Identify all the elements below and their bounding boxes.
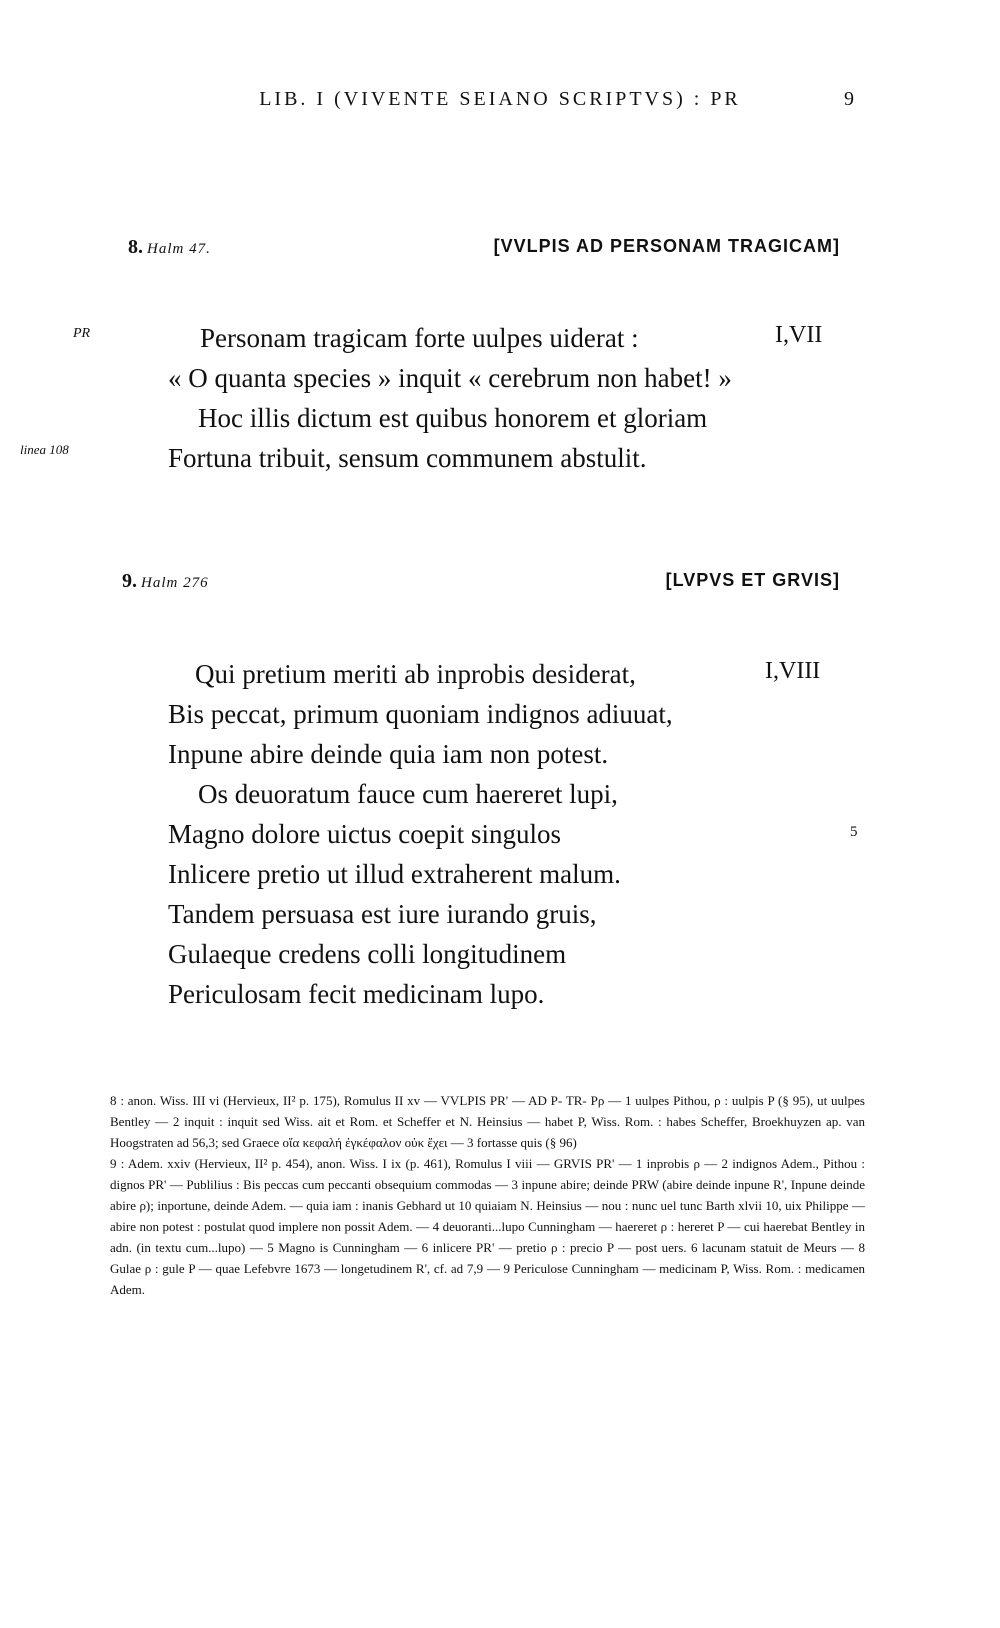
margin-line-note: linea 108 xyxy=(20,442,69,457)
fable-9-verse-9: Periculosam fecit medicinam lupo. xyxy=(168,979,545,1009)
fable-9-verse-1: Qui pretium meriti ab inprobis desiderat, xyxy=(195,659,636,689)
fable-9-verse-4: Os deuoratum fauce cum haereret lupi, xyxy=(198,779,618,809)
manuscript-siglum: PR xyxy=(73,326,91,341)
running-header: LIB. I (VIVENTE SEIANO SCRIPTVS) : PR xyxy=(259,88,741,110)
apparatus-fable-8: 8 : anon. Wiss. III vi (Hervieux, II² p. 175), Romulus II xv — VVLPIS PR' — AD P- TR- Pρ — 1 uulpes Pithou, ρ : uulpis P (§ 95), ut uulpes Bentley — 2 inquit : inquit sed Wiss. ait et Rom. et Scheffer et N. Heinsius — habet P, Wiss. Rom. : habes Scheffer, Broekhuyzen ap. van Hoogstraten ad 56,3; sed Graece οἵα κεφαλή ἐγκέφαλον οὐκ ἔχει — 3 fortasse quis (§ 96) xyxy=(110,1093,865,1150)
fable-9-reference: I,VIII xyxy=(765,658,821,684)
fable-9-title: [LVPVS ET GRVIS] xyxy=(665,570,840,590)
fable-8-heading xyxy=(128,236,211,259)
fable-8-title: [VVLPIS AD PERSONAM TRAGICAM] xyxy=(493,236,840,256)
fable-8-number: 8. xyxy=(128,236,143,258)
critical-apparatus xyxy=(110,1090,865,1300)
fable-8-source: Halm 47. xyxy=(147,241,211,257)
fable-9-verse-2: Bis peccat, primum quoniam indignos adiuuat, xyxy=(168,699,673,729)
fable-9-heading xyxy=(122,570,209,593)
fable-9-verse-6: Inlicere pretio ut illud extraherent malum. xyxy=(168,859,621,889)
fable-8-verse-4: Fortuna tribuit, sensum communem abstulit. xyxy=(168,443,647,473)
fable-9-verse-7: Tandem persuasa est iure iurando gruis, xyxy=(168,899,597,929)
fable-9-verse-8: Gulaeque credens colli longitudinem xyxy=(168,939,567,969)
fable-9-source: Halm 276 xyxy=(141,575,209,591)
fable-8-verse-2: « O quanta species » inquit « cerebrum non habet! » xyxy=(168,363,732,393)
fable-9-verse-5: Magno dolore uictus coepit singulos xyxy=(168,819,561,849)
fable-9-verse-3: Inpune abire deinde quia iam non potest. xyxy=(168,739,609,769)
apparatus-fable-9: 9 : Adem. xxiv (Hervieux, II² p. 454), anon. Wiss. I ix (p. 461), Romulus I viii — GRVIS PR' — 1 inprobis ρ — 2 indignos Adem., Pithou : dignos PR' — Publilius : Bis peccas cum peccanti obsequium commodas — 3 inpune abire; deinde PRW (abire deinde inpune R', Inpune deinde abire ρ); inportune, deinde Adem. — quia iam : inanis Gebhard ut 10 quiaiam N. Heinsius — nou : nunc uel tunc Barth xlvii 10, uix Philippe — abire non potest : postulat quod implere non possit Adem. — 4 deuoranti...lupo Cunningham — haereret ρ : hereret P — cui haerebat Bentley in adn. (in textu cum...lupo) — 5 Magno is Cunningham — 6 inlicere PR' — pretio ρ : precio P — post uers. 6 lacunam statuit de Meurs — 8 Gulae ρ : gule P — quae Lefebvre 1673 — longetudinem R', cf. ad 7,9 — 9 Periculose Cunningham — medicinam P, Wiss. Rom. : medicamen Adem. xyxy=(110,1156,865,1297)
fable-8-verse-3: Hoc illis dictum est quibus honorem et gloriam xyxy=(198,403,708,433)
page-number: 9 xyxy=(844,88,854,110)
fable-8-reference: I,VII xyxy=(775,322,823,348)
fable-8-verse-1: Personam tragicam forte uulpes uiderat : xyxy=(200,323,639,353)
verse-line-number: 5 xyxy=(850,824,858,840)
fable-9-number: 9. xyxy=(122,570,137,592)
